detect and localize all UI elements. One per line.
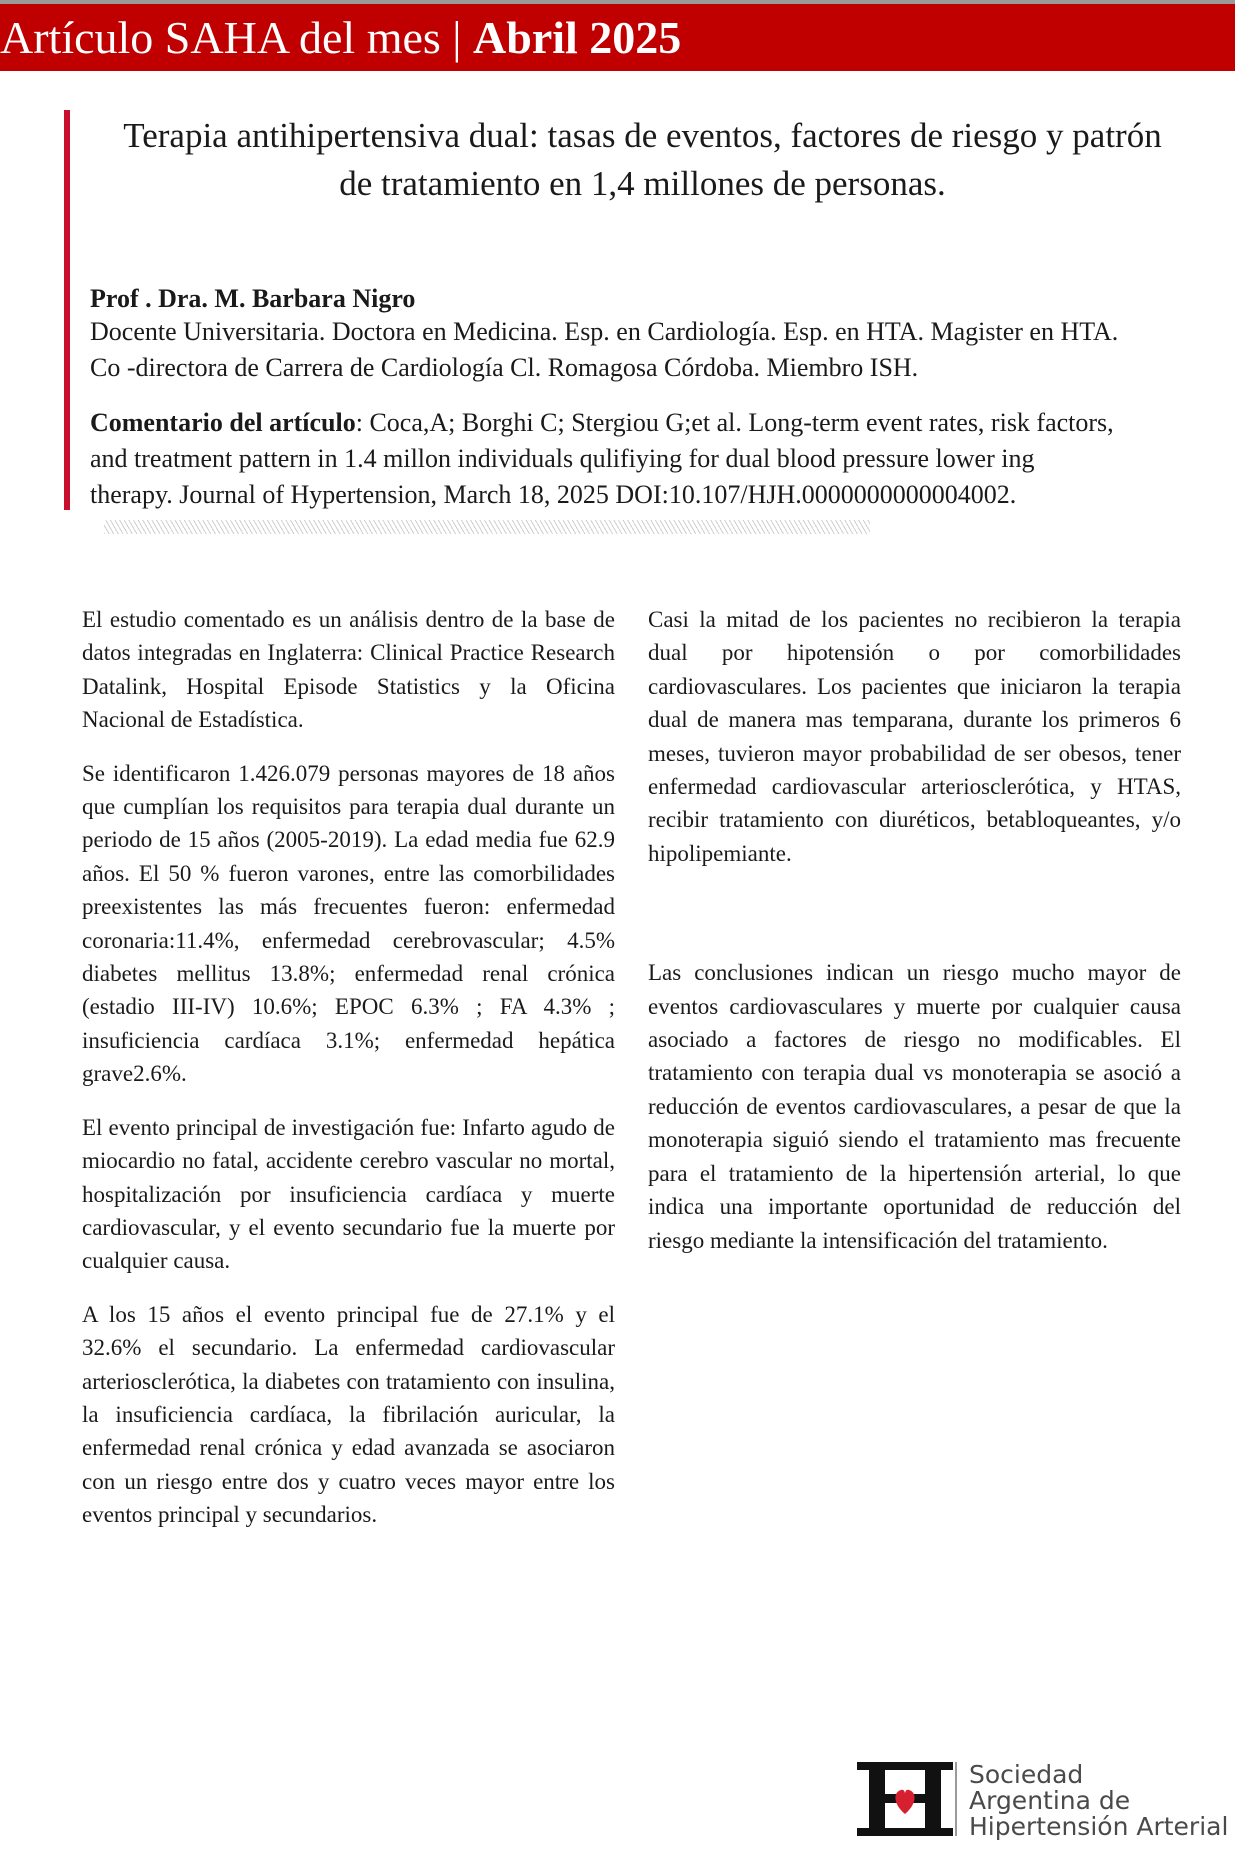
reference-text: : Coca,A; Borghi C; Stergiou G;et al. Long-term event rates, risk factors, — [355, 408, 1114, 437]
accent-vertical-bar — [64, 110, 70, 510]
body-paragraph: El estudio comentado es un análisis dentro de la base de datos integradas en Inglaterra: Clinical Practice Research Datalink, Hospital Episode Statistics y la Oficina Nacional de Estadística. — [82, 607, 615, 733]
author-affiliation — [90, 314, 1230, 386]
header-banner — [0, 4, 1235, 71]
logo-line: Argentina de — [969, 1786, 1131, 1815]
body-paragraph: A los 15 años el evento principal fue de 27.1% y el 32.6% el secundario. La enfermedad cardiovascular arteriosclerótica, la diabetes con tratamiento con insulina, la insuficiencia cardíaca, la fibrilación auricular, la enfermedad renal crónica y edad avanzada se asociaron con un riesgo entre dos y cuatro veces mayor entre los eventos principal y secundarios. — [82, 1301, 615, 1528]
article-title: Terapia antihipertensiva dual: tasas de eventos, factores de riesgo y patrón de tratamiento en 1,4 millones de personas. — [123, 116, 1162, 203]
reference-label: Comentario del artículo — [90, 408, 356, 437]
logo-line: Sociedad — [969, 1760, 1084, 1789]
affiliation-line: Docente Universitaria. Doctora en Medicina. Esp. en Cardiología. Esp. en HTA. Magister en HTA. — [90, 317, 1119, 346]
reference-line: and treatment pattern in 1.4 millon individuals qulifiying for dual blood pressure lower ing — [90, 444, 1035, 473]
reference-line — [90, 405, 1230, 441]
logo-line: Hipertensión Arterial — [969, 1812, 1229, 1841]
banner-prefix: Artículo SAHA del mes | — [0, 12, 474, 63]
article-reference — [90, 405, 1230, 513]
decorative-hatch-divider — [104, 520, 870, 534]
body-paragraph: El evento principal de investigación fue: Infarto agudo de miocardio no fatal, accidente cerebro vascular no mortal, hospitalización por insuficiencia cardíaca y muerte cardiovascular, y el evento secundario fue la muerte por cualquier causa. — [82, 1114, 615, 1274]
banner-month: Abril 2025 — [473, 12, 682, 63]
affiliation-line: Co -directora de Carrera de Cardiología Cl. Romagosa Córdoba. Miembro ISH. — [90, 353, 919, 382]
body-column-left — [82, 603, 615, 1552]
body-paragraph: Las conclusiones indican un riesgo mucho mayor de eventos cardiovasculares y muerte por cualquier causa asociado a factores de riesgo no modificables. El tratamiento con terapia dual vs monoterapia se asoció a reducción de eventos cardiovasculares, a pesar de que la monoterapia siguió siendo el tratamiento mas frecuente para el tratamiento de la hipertensión arterial, lo que indica una importante oportunidad de reducción del riesgo mediante la intensificación del tratamiento. — [648, 960, 1181, 1253]
body-column-right — [648, 603, 1181, 1277]
saha-logo-mark-icon — [855, 1758, 965, 1840]
body-paragraph: Se identificaron 1.426.079 personas mayores de 18 años que cumplían los requisitos para terapia dual durante un periodo de 15 años (2005-2019). La edad media fue 62.9 años. El 50 % fueron varones, entre las comorbilidades preexistentes las más frecuentes fueron: enfermedad coronaria:11.4%, enfermedad cerebrovascular; 4.5% diabetes mellitus 13.8%; enfermedad renal crónica (estadio III-IV) 10.6%; EPOC 6.3% ; FA 4.3% ; insuficiencia cardíaca 3.1%; enfermedad hepática grave2.6%. — [82, 760, 615, 1087]
reference-line: therapy. Journal of Hypertension, March 18, 2025 DOI:10.107/HJH.0000000000004002. — [90, 480, 1017, 509]
author-name: Prof . Dra. M. Barbara Nigro — [90, 284, 416, 313]
saha-logo-text — [969, 1762, 1234, 1840]
saha-logo — [855, 1758, 1235, 1840]
body-paragraph: Casi la mitad de los pacientes no recibieron la terapia dual por hipotensión o por comorbilidades cardiovasculares. Los pacientes que iniciaron la terapia dual de manera mas temparana, durante los primeros 6 meses, tuvieron mayor probabilidad de ser obesos, tener enfermedad cardiovascular arteriosclerótica, y HTAS, recibir tratamiento con diuréticos, betabloqueantes, y/o hipolipemiante. — [648, 607, 1181, 866]
